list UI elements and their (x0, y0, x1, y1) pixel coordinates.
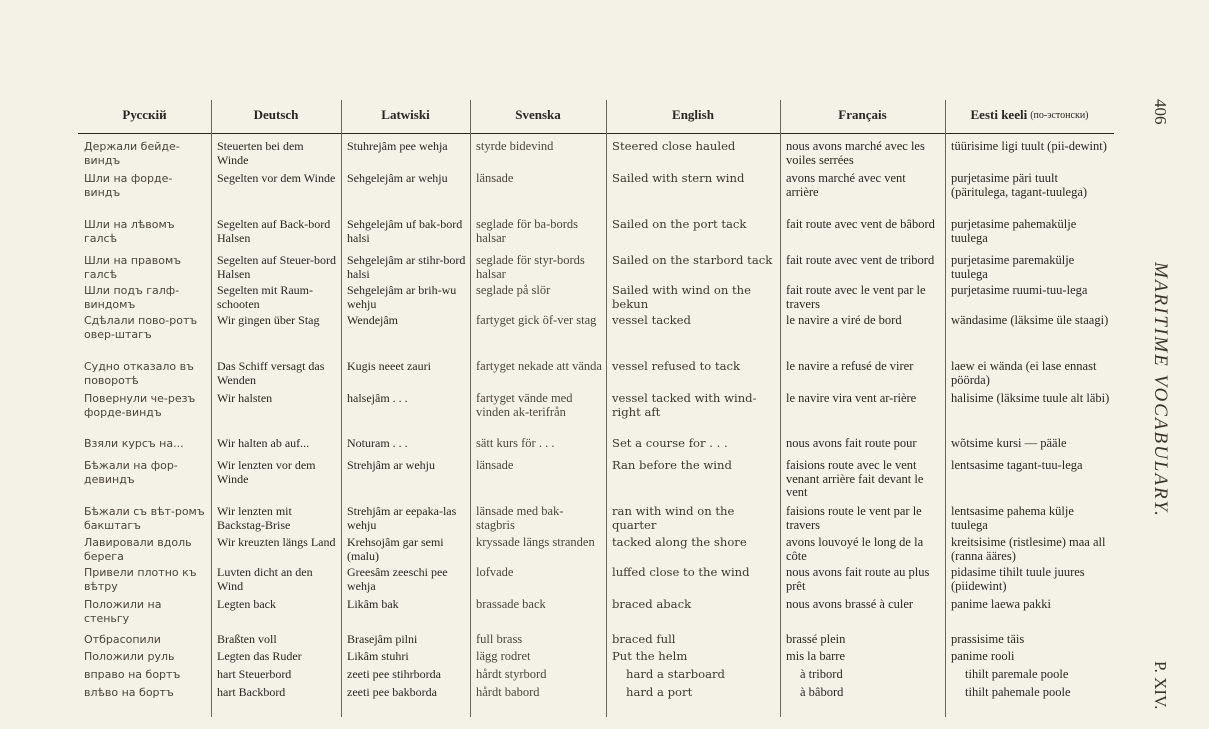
cell-estonian: pidasime tihilt tuule juures (piidewint) (951, 566, 1085, 593)
cell-russian: Бѣжали на фор-девиндъ (84, 459, 178, 486)
cell-english: hard a port (626, 686, 693, 699)
cell-swedish: seglade för styr-bords halsar (476, 254, 585, 281)
cell-russian: Шли подъ галф-виндомъ (84, 284, 180, 311)
cell-latvian: zeeti pee stihrborda (347, 668, 441, 681)
cell-russian: Положили на стеньгу (84, 598, 162, 625)
cell-swedish: länsade med bak-stagbris (476, 505, 564, 532)
cell-german: hart Steuerbord (217, 668, 292, 681)
cell-english: vessel tacked (612, 314, 691, 327)
cell-french: à bâbord (800, 686, 844, 699)
cell-russian: Судно отказало въ поворотѣ (84, 360, 194, 387)
cell-swedish: hårdt styrbord (476, 668, 547, 681)
cell-english: luffed close to the wind (612, 566, 750, 579)
cell-estonian: purjetasime pahemakülje tuulega (951, 218, 1077, 245)
header-german: Deutsch (253, 107, 299, 122)
cell-german: Wir gingen über Stag (217, 314, 320, 327)
header-russian: Русскій (122, 107, 167, 122)
cell-latvian: Sehgelejâm ar brih-wu wehju (347, 284, 457, 311)
table-row (78, 284, 1114, 311)
table-row (78, 650, 1114, 664)
cell-french: faisions route avec le vent venant arrière fait devant le vent (786, 459, 924, 499)
cell-swedish: hårdt babord (476, 686, 540, 699)
cell-estonian: halisime (läksime tuule alt läbi) (951, 392, 1110, 405)
header-estonian-note: (по-эстонски) (1030, 109, 1089, 121)
header-estonian (945, 96, 1114, 134)
header-latvian: Latwiski (381, 107, 430, 122)
cell-german: Wir lenzten mit Backstag-Brise (217, 505, 292, 532)
cell-english: Sailed with wind on the bekun (612, 284, 752, 311)
table-row (78, 686, 1114, 700)
cell-estonian: purjetasime ruumi-tuu-lega (951, 284, 1088, 297)
table-row (78, 140, 1114, 167)
cell-french: nous avons marché avec les voiles serrées (786, 140, 925, 167)
cell-french: le navire vira vent ar-rière (786, 392, 917, 405)
cell-russian: Лавировали вдоль берега (84, 536, 192, 563)
cell-french: à tribord (800, 668, 843, 681)
cell-english: Sailed on the port tack (612, 218, 747, 231)
column-header-row (78, 96, 1114, 134)
cell-english: braced full (612, 633, 676, 646)
cell-swedish: styrde bidevind (476, 140, 554, 153)
cell-russian: Повернули че-резъ форде-виндъ (84, 392, 196, 419)
table-row (78, 218, 1114, 245)
cell-swedish: lofvade (476, 566, 514, 579)
cell-french: faisions route le vent par le travers (786, 505, 922, 532)
cell-swedish: lägg rodret (476, 650, 531, 663)
cell-english: Sailed with stern wind (612, 172, 745, 185)
cell-latvian: Stuhrejâm pee wehja (347, 140, 448, 153)
cell-german: Das Schiff versagt das Wenden (217, 360, 325, 387)
cell-english: Ran before the wind (612, 459, 732, 472)
cell-french: avons marché avec vent arrière (786, 172, 906, 199)
header-rule (78, 133, 1114, 134)
cell-french: fait route avec vent de tribord (786, 254, 935, 267)
table-row (78, 437, 1114, 451)
cell-estonian: panime rooli (951, 650, 1015, 663)
cell-french: mis la barre (786, 650, 846, 663)
cell-english: tacked along the shore (612, 536, 747, 549)
cell-german: Segelten mit Raum-schooten (217, 284, 313, 311)
cell-latvian: Wendejâm (347, 314, 399, 327)
cell-swedish: länsade (476, 459, 514, 472)
cell-latvian: Brasejâm pilni (347, 633, 418, 646)
table-row (78, 598, 1114, 625)
table-row (78, 254, 1114, 281)
plate-number: P. XIV. (1151, 660, 1170, 710)
cell-latvian: zeeti pee bakborda (347, 686, 437, 699)
cell-german: Legten back (217, 598, 276, 611)
cell-french: avons louvoyé le long de la côte (786, 536, 924, 563)
cell-latvian: Noturam . . . (347, 437, 408, 450)
cell-german: Wir halsten (217, 392, 273, 405)
header-english: English (672, 107, 714, 122)
cell-swedish: seglade på slör (476, 284, 551, 297)
cell-latvian: Strehjâm ar eepaka-las wehju (347, 505, 457, 532)
table-row (78, 459, 1114, 500)
cell-latvian: Krehsojâm gar semi (malu) (347, 536, 444, 563)
cell-french: brassé plein (786, 633, 846, 646)
cell-german: Legten das Ruder (217, 650, 302, 663)
cell-russian: Сдѣлали пово-ротъ овер-штагъ (84, 314, 198, 341)
cell-swedish: kryssade längs stranden (476, 536, 595, 549)
cell-russian: Шли на форде-виндъ (84, 172, 173, 199)
cell-german: hart Backbord (217, 686, 286, 699)
table-row (78, 566, 1114, 593)
cell-russian: Бѣжали съ вѣт-ромъ бакштагъ (84, 505, 205, 532)
cell-german: Segelten auf Back-bord Halsen (217, 218, 331, 245)
table-row (78, 505, 1114, 532)
header-french: Français (838, 107, 887, 122)
cell-german: Wir lenzten vor dem Winde (217, 459, 316, 486)
cell-swedish: full brass (476, 633, 523, 646)
cell-estonian: tüürisime ligi tuult (pii-dewint) (951, 140, 1107, 153)
table-row (78, 172, 1114, 199)
cell-english: vessel tacked with wind-right aft (612, 392, 757, 419)
cell-english: vessel refused to tack (612, 360, 741, 373)
cell-german: Wir halten ab auf... (217, 437, 310, 450)
cell-estonian: panime laewa pakki (951, 598, 1051, 611)
cell-swedish: fartyget vände med vinden ak-terifrån (476, 392, 573, 419)
cell-estonian: kreitsisime (ristlesime) maa all (ranna ääres) (951, 536, 1106, 563)
cell-latvian: Greesâm zeeschi pee wehja (347, 566, 448, 593)
cell-german: Segelten vor dem Winde (217, 172, 336, 185)
table-row (78, 633, 1114, 647)
cell-french: nous avons fait route au plus prêt (786, 566, 930, 593)
cell-english: Set a course for . . . (612, 437, 728, 450)
table-row (78, 360, 1114, 387)
cell-russian: Держали бейде-виндъ (84, 140, 180, 167)
cell-russian: Шли на правомъ галсѣ (84, 254, 182, 281)
cell-estonian: wõtsime kursi — pääle (951, 437, 1067, 450)
cell-english: ran with wind on the quarter (612, 505, 735, 532)
cell-german: Braßten voll (217, 633, 277, 646)
cell-german: Segelten auf Steuer-bord Halsen (217, 254, 337, 281)
cell-estonian: purjetasime päri tuult (päritulega, tagant-tuulega) (951, 172, 1088, 199)
table-row (78, 536, 1114, 563)
cell-estonian: prassisime täis (951, 633, 1025, 646)
cell-swedish: fartyget gick öf-ver stag (476, 314, 597, 327)
table-row (78, 314, 1114, 341)
cell-latvian: Kugis neeet zauri (347, 360, 431, 373)
header-estonian-label: Eesti keeli (970, 107, 1028, 122)
cell-estonian: tihilt paremale poole (965, 668, 1069, 681)
cell-german: Luvten dicht an den Wind (217, 566, 313, 593)
cell-french: fait route avec le vent par le travers (786, 284, 926, 311)
cell-english: braced aback (612, 598, 692, 611)
cell-swedish: fartyget nekade att vända (476, 360, 602, 373)
cell-estonian: tihilt pahemale poole (965, 686, 1071, 699)
cell-estonian: laew ei wända (ei lase ennast pöörda) (951, 360, 1097, 387)
cell-english: Steered close hauled (612, 140, 736, 153)
cell-english: Sailed on the starbord tack (612, 254, 773, 267)
page-number: 406 (1151, 99, 1170, 125)
cell-swedish: brassade back (476, 598, 546, 611)
cell-russian: Привели плотно къ вѣтру (84, 566, 197, 593)
cell-latvian: Likâm bak (347, 598, 399, 611)
cell-swedish: seglade för ba-bords halsar (476, 218, 579, 245)
cell-latvian: halsejâm . . . (347, 392, 408, 405)
cell-estonian: lentsasime tagant-tuu-lega (951, 459, 1083, 472)
cell-french: le navire a refusé de virer (786, 360, 914, 373)
cell-english: hard a starboard (626, 668, 725, 681)
cell-estonian: lentsasime pahema külje tuulega (951, 505, 1074, 532)
cell-estonian: purjetasime paremakülje tuulega (951, 254, 1075, 281)
cell-french: fait route avec vent de bâbord (786, 218, 935, 231)
cell-russian: Отбрасопили (84, 633, 161, 646)
table-row (78, 392, 1114, 419)
cell-latvian: Sehgelejâm uf bak-bord halsi (347, 218, 463, 245)
cell-latvian: Sehgelejâm ar wehju (347, 172, 448, 185)
cell-latvian: Strehjâm ar wehju (347, 459, 435, 472)
running-title: MARITIME VOCABULARY. (1150, 262, 1171, 518)
cell-russian: Положили руль (84, 650, 175, 663)
header-swedish: Svenska (515, 107, 561, 122)
cell-russian: Шли на лѣвомъ галсѣ (84, 218, 175, 245)
cell-german: Wir kreuzten längs Land (217, 536, 336, 549)
cell-russian: влѣво на бортъ (84, 686, 174, 699)
cell-german: Steuerten bei dem Winde (217, 140, 304, 167)
cell-swedish: sätt kurs för . . . (476, 437, 555, 450)
cell-russian: Взяли курсъ на... (84, 437, 184, 450)
cell-russian: вправо на бортъ (84, 668, 181, 681)
cell-french: le navire a viré de bord (786, 314, 902, 327)
cell-swedish: länsade (476, 172, 514, 185)
table-row (78, 668, 1114, 682)
cell-estonian: wändasime (läksime üle staagi) (951, 314, 1109, 327)
cell-french: nous avons brassé à culer (786, 598, 914, 611)
cell-latvian: Likâm stuhri (347, 650, 409, 663)
cell-french: nous avons fait route pour (786, 437, 917, 450)
cell-english: Put the helm (612, 650, 688, 663)
cell-latvian: Sehgelejâm ar stihr-bord halsi (347, 254, 466, 281)
